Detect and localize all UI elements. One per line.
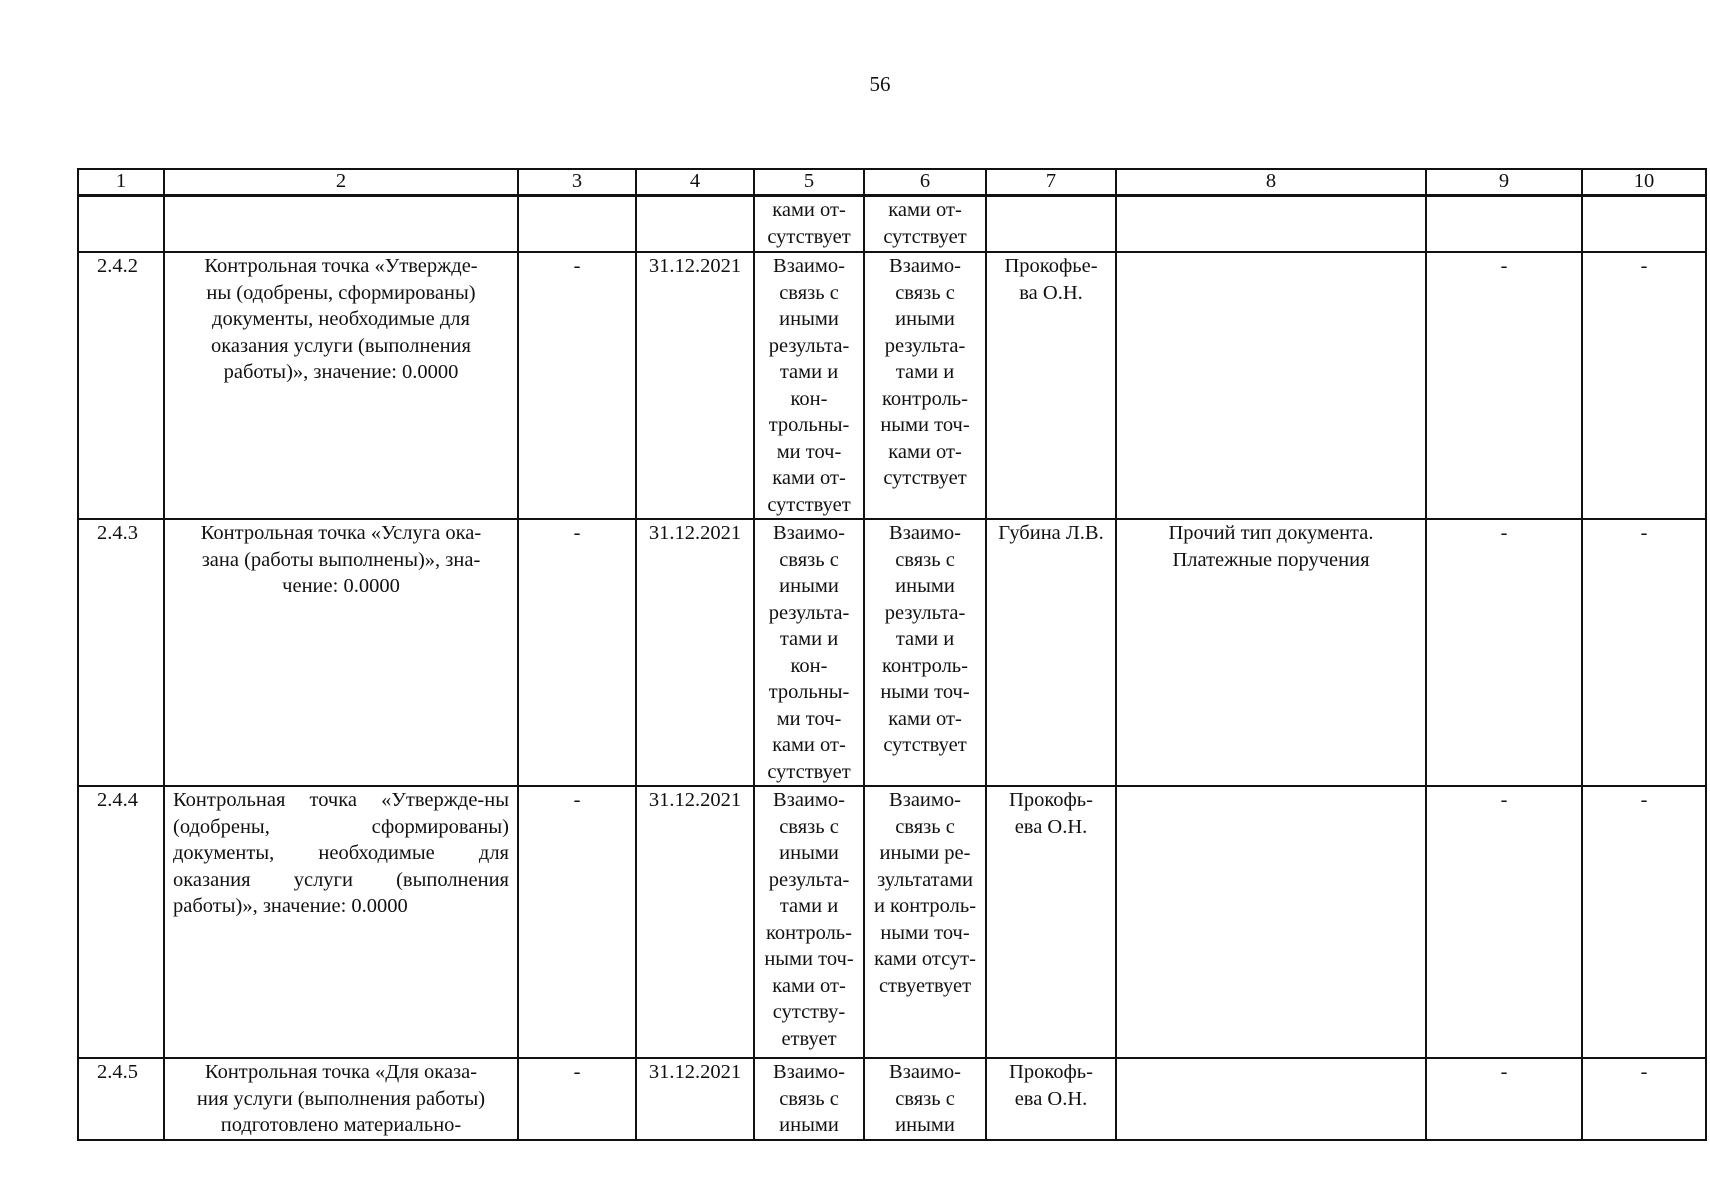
continuation-row	[78, 196, 1706, 253]
due-date: 31.12.2021	[636, 1058, 754, 1140]
column-header: 8	[1116, 169, 1426, 196]
document-type-cell: Прочий тип документа. Платежные поручения	[1116, 519, 1426, 786]
table-cell	[986, 196, 1116, 253]
table-cell	[78, 196, 164, 253]
plan-table	[77, 168, 1707, 1141]
table-row	[78, 1058, 1706, 1140]
row-number: 2.4.4	[78, 786, 164, 1058]
checkpoint-name: Контрольная точка «Утвержде- ны (одобрены, сформированы) документы, необходимые для оказания услуги (выполнения работы)», значение: 0.0000	[164, 252, 518, 519]
relation-checkpoints-cell: Взаимо- связь с иными результа- тами и контроль- ными точ- ками от- сутствует	[864, 252, 986, 519]
column-header: 10	[1582, 169, 1706, 196]
table-cell	[164, 196, 518, 253]
relation-results-cell: Взаимо- связь с иными	[754, 1058, 864, 1140]
base-value-cell: -	[518, 786, 636, 1058]
responsible-person: Губина Л.В.	[986, 519, 1116, 786]
document-type-cell	[1116, 786, 1426, 1058]
table-cell: -	[1582, 1058, 1706, 1140]
responsible-person: Прокофь- ева О.Н.	[986, 1058, 1116, 1140]
header-row	[78, 169, 1706, 196]
base-value-cell: -	[518, 252, 636, 519]
relation-results-cell: Взаимо- связь с иными результа- тами и контроль- ными точ- ками от- сутству- етвует	[754, 786, 864, 1058]
row-number: 2.4.5	[78, 1058, 164, 1140]
due-date: 31.12.2021	[636, 786, 754, 1058]
column-header: 7	[986, 169, 1116, 196]
table-cell: -	[1426, 786, 1582, 1058]
responsible-person: Прокофь- ева О.Н.	[986, 786, 1116, 1058]
table-row	[78, 252, 1706, 519]
relation-checkpoints-cell: Взаимо- связь с иными ре- зультатами и контроль- ными точ- ками отсут- ствуетвует	[864, 786, 986, 1058]
table-cell: -	[1426, 1058, 1582, 1140]
document-type-cell	[1116, 1058, 1426, 1140]
base-value-cell: -	[518, 1058, 636, 1140]
table-cell	[636, 196, 754, 253]
table-cell	[1426, 196, 1582, 253]
relation-results-cell: Взаимо- связь с иными результа- тами и кон- трольны- ми точ- ками от- сутствует	[754, 519, 864, 786]
due-date: 31.12.2021	[636, 519, 754, 786]
relation-checkpoints-cell: Взаимо- связь с иными	[864, 1058, 986, 1140]
column-header: 1	[78, 169, 164, 196]
column-header: 4	[636, 169, 754, 196]
table-row	[78, 786, 1706, 1058]
checkpoint-name: Контрольная точка «Услуга ока- зана (работы выполнены)», зна- чение: 0.0000	[164, 519, 518, 786]
row-number: 2.4.2	[78, 252, 164, 519]
row-number: 2.4.3	[78, 519, 164, 786]
responsible-person: Прокофье- ва О.Н.	[986, 252, 1116, 519]
checkpoint-name: Контрольная точка «Для оказа- ния услуги (выполнения работы) подготовлено материально-	[164, 1058, 518, 1140]
table-cell: -	[1582, 519, 1706, 786]
base-value-cell: -	[518, 519, 636, 786]
column-header: 3	[518, 169, 636, 196]
relation-checkpoints-cell: ками от- сутствует	[864, 196, 986, 253]
relation-checkpoints-cell: Взаимо- связь с иными результа- тами и контроль- ными точ- ками от- сутствует	[864, 519, 986, 786]
table-cell: -	[1426, 519, 1582, 786]
table-cell	[518, 196, 636, 253]
table-cell: -	[1426, 252, 1582, 519]
document-type-cell	[1116, 252, 1426, 519]
table-cell	[1582, 196, 1706, 253]
table-row	[78, 519, 1706, 786]
column-header: 6	[864, 169, 986, 196]
relation-results-cell: ками от- сутствует	[754, 196, 864, 253]
checkpoint-name: Контрольная точка «Утвержде-ны (одобрены, сформированы) документы, необходимые для оказания услуги (выполнения работы)», значение: 0.0000	[164, 786, 518, 1058]
page-number: 56	[869, 72, 891, 96]
table-cell	[1116, 196, 1426, 253]
column-header: 5	[754, 169, 864, 196]
column-header: 2	[164, 169, 518, 196]
relation-results-cell: Взаимо- связь с иными результа- тами и кон- трольны- ми точ- ками от- сутствует	[754, 252, 864, 519]
table-cell: -	[1582, 252, 1706, 519]
column-header: 9	[1426, 169, 1582, 196]
due-date: 31.12.2021	[636, 252, 754, 519]
table-cell: -	[1582, 786, 1706, 1058]
